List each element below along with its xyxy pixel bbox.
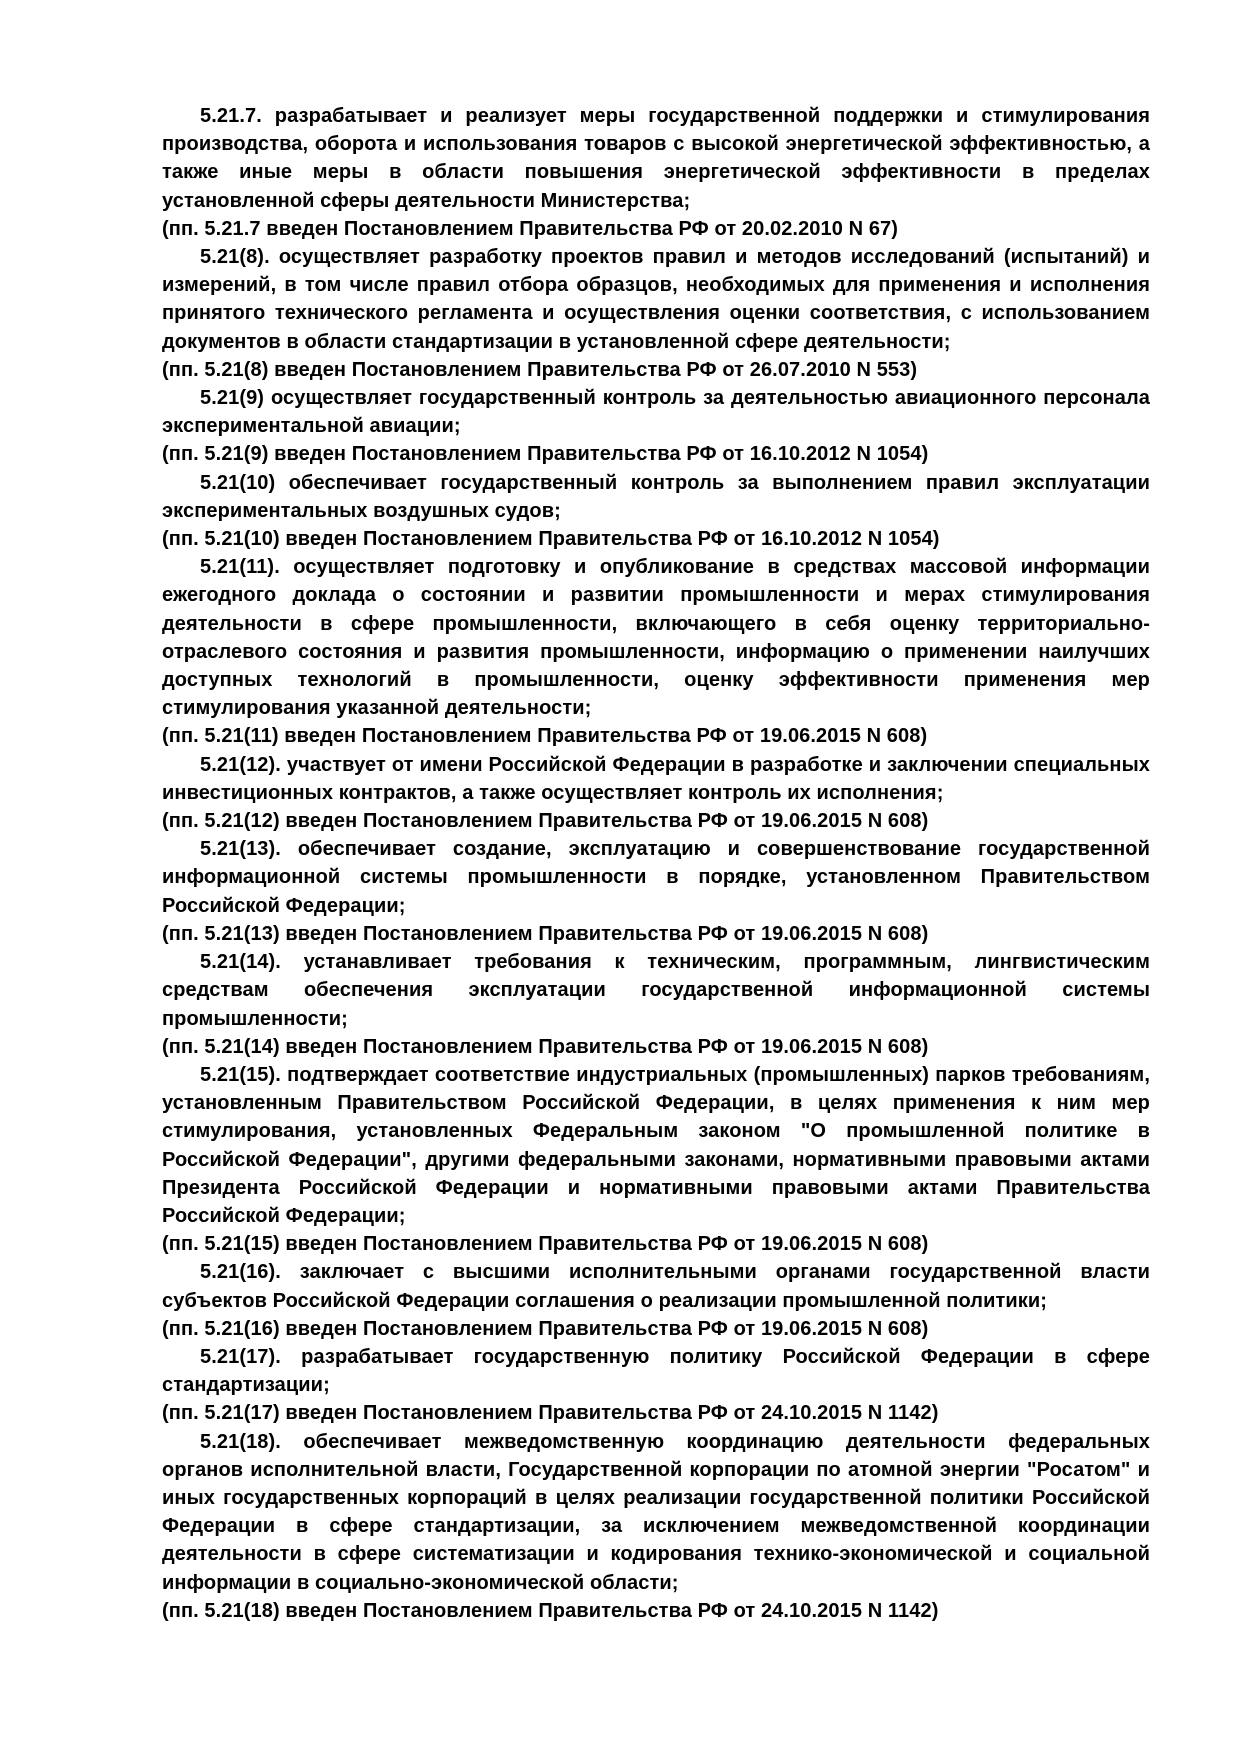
regulation-item: 5.21(8). осуществляет разработку проектов правил и методов исследований (испытаний) и измерений, в том числе правил отбора образцов, необходимых для применения и исполнения принятого технического регламента и осуществления оценки соответствия, с использованием документов в области стандартизации в установленной сфере деятельности;: [162, 246, 1150, 353]
regulation-item: 5.21(9) осуществляет государственный контроль за деятельностью авиационного персонала экспериментальной авиации;: [162, 387, 1150, 438]
amendment-note: (пп. 5.21(17) введен Постановлением Правительства РФ от 24.10.2015 N 1142): [162, 1402, 939, 1425]
amendment-note: (пп. 5.21.7 введен Постановлением Правительства РФ от 20.02.2010 N 67): [162, 217, 899, 240]
amendment-note: (пп. 5.21(12) введен Постановлением Правительства РФ от 19.06.2015 N 608): [162, 810, 929, 833]
regulation-item: 5.21(17). разрабатывает государственную политику Российской Федерации в сфере стандартизации;: [162, 1345, 1150, 1397]
amendment-note: (пп. 5.21(14) введен Постановлением Правительства РФ от 19.06.2015 N 608): [162, 1035, 929, 1058]
regulation-item: 5.21(15). подтверждает соответствие индустриальных (промышленных) парков требованиям, установленным Правительством Российской Федерации, в целях применения к ним мер стимулирования, установленных Федеральным законом "О промышленной политике в Российской Федерации", другими федеральными законами, нормативными правовыми актами Президента Российской Федерации и нормативными правовыми актами Правительства Российской Федерации;: [162, 1063, 1150, 1227]
amendment-note: (пп. 5.21(15) введен Постановлением Правительства РФ от 19.06.2015 N 608): [162, 1233, 929, 1256]
regulation-item: 5.21(16). заключает с высшими исполнительными органами государственной власти субъектов Российской Федерации соглашения о реализации промышленной политики;: [162, 1261, 1150, 1312]
amendment-note: (пп. 5.21(18) введен Постановлением Правительства РФ от 24.10.2015 N 1142): [162, 1599, 939, 1622]
regulation-item: 5.21(18). обеспечивает межведомственную координацию деятельности федеральных органов исполнительной власти, Государственной корпорации по атомной энергии "Росатом" и иных государственных корпораций в целях реализации государственной политики Российской Федерации в сфере стандартизации, за исключением межведомственной координации деятельности в сфере систематизации и кодирования технико-экономической и социальной информации в социально-экономической области;: [162, 1430, 1150, 1594]
regulation-item: 5.21(12). участвует от имени Российской Федерации в разработке и заключении специальных инвестиционных контрактов, а также осуществляет контроль их исполнения;: [162, 753, 1150, 804]
amendment-note: (пп. 5.21(8) введен Постановлением Правительства РФ от 26.07.2010 N 553): [162, 358, 918, 381]
regulation-item: 5.21(11). осуществляет подготовку и опубликование в средствах массовой информации ежегодного доклада о состоянии и развитии промышленности и мерах стимулирования деятельности в сфере промышленности, включающего в себя оценку территориально-отраслевого состояния и развития промышленности, информацию о применении наилучших доступных технологий в промышленности, оценку эффективности применения мер стимулирования указанной деятельности;: [162, 556, 1150, 720]
amendment-note: (пп. 5.21(10) введен Постановлением Правительства РФ от 16.10.2012 N 1054): [162, 528, 940, 551]
amendment-note: (пп. 5.21(9) введен Постановлением Правительства РФ от 16.10.2012 N 1054): [162, 443, 929, 466]
amendment-note: (пп. 5.21(11) введен Постановлением Правительства РФ от 19.06.2015 N 608): [162, 725, 928, 748]
document-text-column: [162, 102, 1150, 1625]
regulation-item: 5.21(10) обеспечивает государственный контроль за выполнением правил эксплуатации экспериментальных воздушных судов;: [162, 471, 1150, 522]
regulation-item: 5.21(14). устанавливает требования к техническим, программным, лингвистическим средствам обеспечения эксплуатации государственной информационной системы промышленности;: [162, 951, 1150, 1030]
amendment-note: (пп. 5.21(16) введен Постановлением Правительства РФ от 19.06.2015 N 608): [162, 1317, 929, 1340]
regulation-item: 5.21(13). обеспечивает создание, эксплуатацию и совершенствование государственной информационной системы промышленности в порядке, установленном Правительством Российской Федерации;: [162, 838, 1150, 917]
amendment-note: (пп. 5.21(13) введен Постановлением Правительства РФ от 19.06.2015 N 608): [162, 922, 929, 945]
regulation-item: 5.21.7. разрабатывает и реализует меры государственной поддержки и стимулирования производства, оборота и использования товаров с высокой энергетической эффективностью, а также иные меры в области повышения энергетической эффективности в пределах установленной сферы деятельности Министерства;: [162, 105, 1150, 212]
